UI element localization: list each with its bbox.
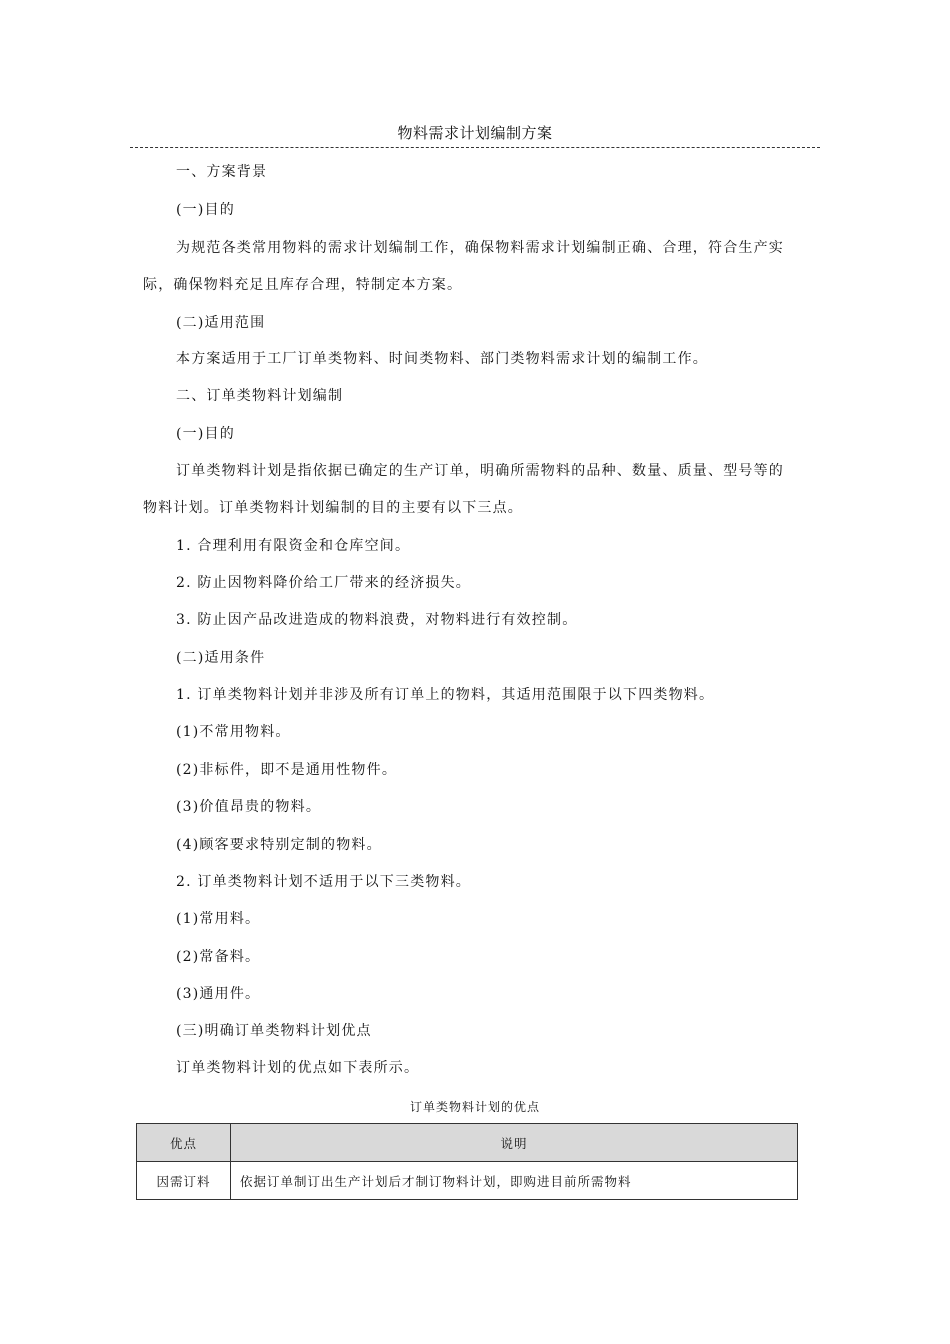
- list-item: 1. 合理利用有限资金和仓库空间。: [176, 538, 411, 554]
- table-header-description: 说明: [231, 1124, 798, 1162]
- subsection-heading: (一)目的: [176, 202, 235, 218]
- list-item: (2)非标件，即不是通用性物件。: [176, 762, 398, 778]
- section-heading: 一、方案背景: [176, 164, 268, 180]
- advantages-table: [136, 1123, 798, 1200]
- table-cell-advantage: 因需订料: [137, 1162, 231, 1200]
- paragraph-line: 订单类物料计划的优点如下表所示。: [176, 1060, 420, 1076]
- subsection-heading: (三)明确订单类物料计划优点: [176, 1023, 372, 1039]
- section-heading: 二、订单类物料计划编制: [176, 388, 344, 404]
- paragraph-line: 物料计划。订单类物料计划编制的目的主要有以下三点。: [143, 500, 523, 516]
- page-title: 物料需求计划编制方案: [397, 124, 553, 142]
- paragraph-line: 为规范各类常用物料的需求计划编制工作，确保物料需求计划编制正确、合理，符合生产实: [176, 240, 784, 256]
- list-item: 1. 订单类物料计划并非涉及所有订单上的物料，其适用范围限于以下四类物料。: [176, 687, 715, 703]
- paragraph-line: 本方案适用于工厂订单类物料、时间类物料、部门类物料需求计划的编制工作。: [176, 351, 708, 367]
- paragraph-line: 际，确保物料充足且库存合理，特制定本方案。: [143, 277, 463, 293]
- table-cell-description: 依据订单制订出生产计划后才制订物料计划，即购进目前所需物料: [231, 1162, 798, 1200]
- subsection-heading: (一)目的: [176, 426, 235, 442]
- list-item: (4)顾客要求特别定制的物料。: [176, 837, 382, 853]
- list-item: 2. 订单类物料计划不适用于以下三类物料。: [176, 874, 472, 890]
- list-item: 2. 防止因物料降价给工厂带来的经济损失。: [176, 575, 472, 591]
- list-item: (1)不常用物料。: [176, 724, 291, 740]
- table-header-advantage: 优点: [137, 1124, 231, 1162]
- header-divider: [130, 147, 820, 148]
- list-item: 3. 防止因产品改进造成的物料浪费，对物料进行有效控制。: [176, 612, 578, 628]
- subsection-heading: (二)适用范围: [176, 315, 266, 331]
- table-header-row: [137, 1124, 798, 1162]
- list-item: (3)价值昂贵的物料。: [176, 799, 322, 815]
- table-row: [137, 1162, 798, 1200]
- table-caption: 订单类物料计划的优点: [409, 1100, 540, 1114]
- list-item: (2)常备料。: [176, 949, 261, 965]
- list-item: (3)通用件。: [176, 986, 261, 1002]
- list-item: (1)常用料。: [176, 911, 261, 927]
- paragraph-line: 订单类物料计划是指依据已确定的生产订单，明确所需物料的品种、数量、质量、型号等的: [176, 463, 784, 479]
- subsection-heading: (二)适用条件: [176, 650, 266, 666]
